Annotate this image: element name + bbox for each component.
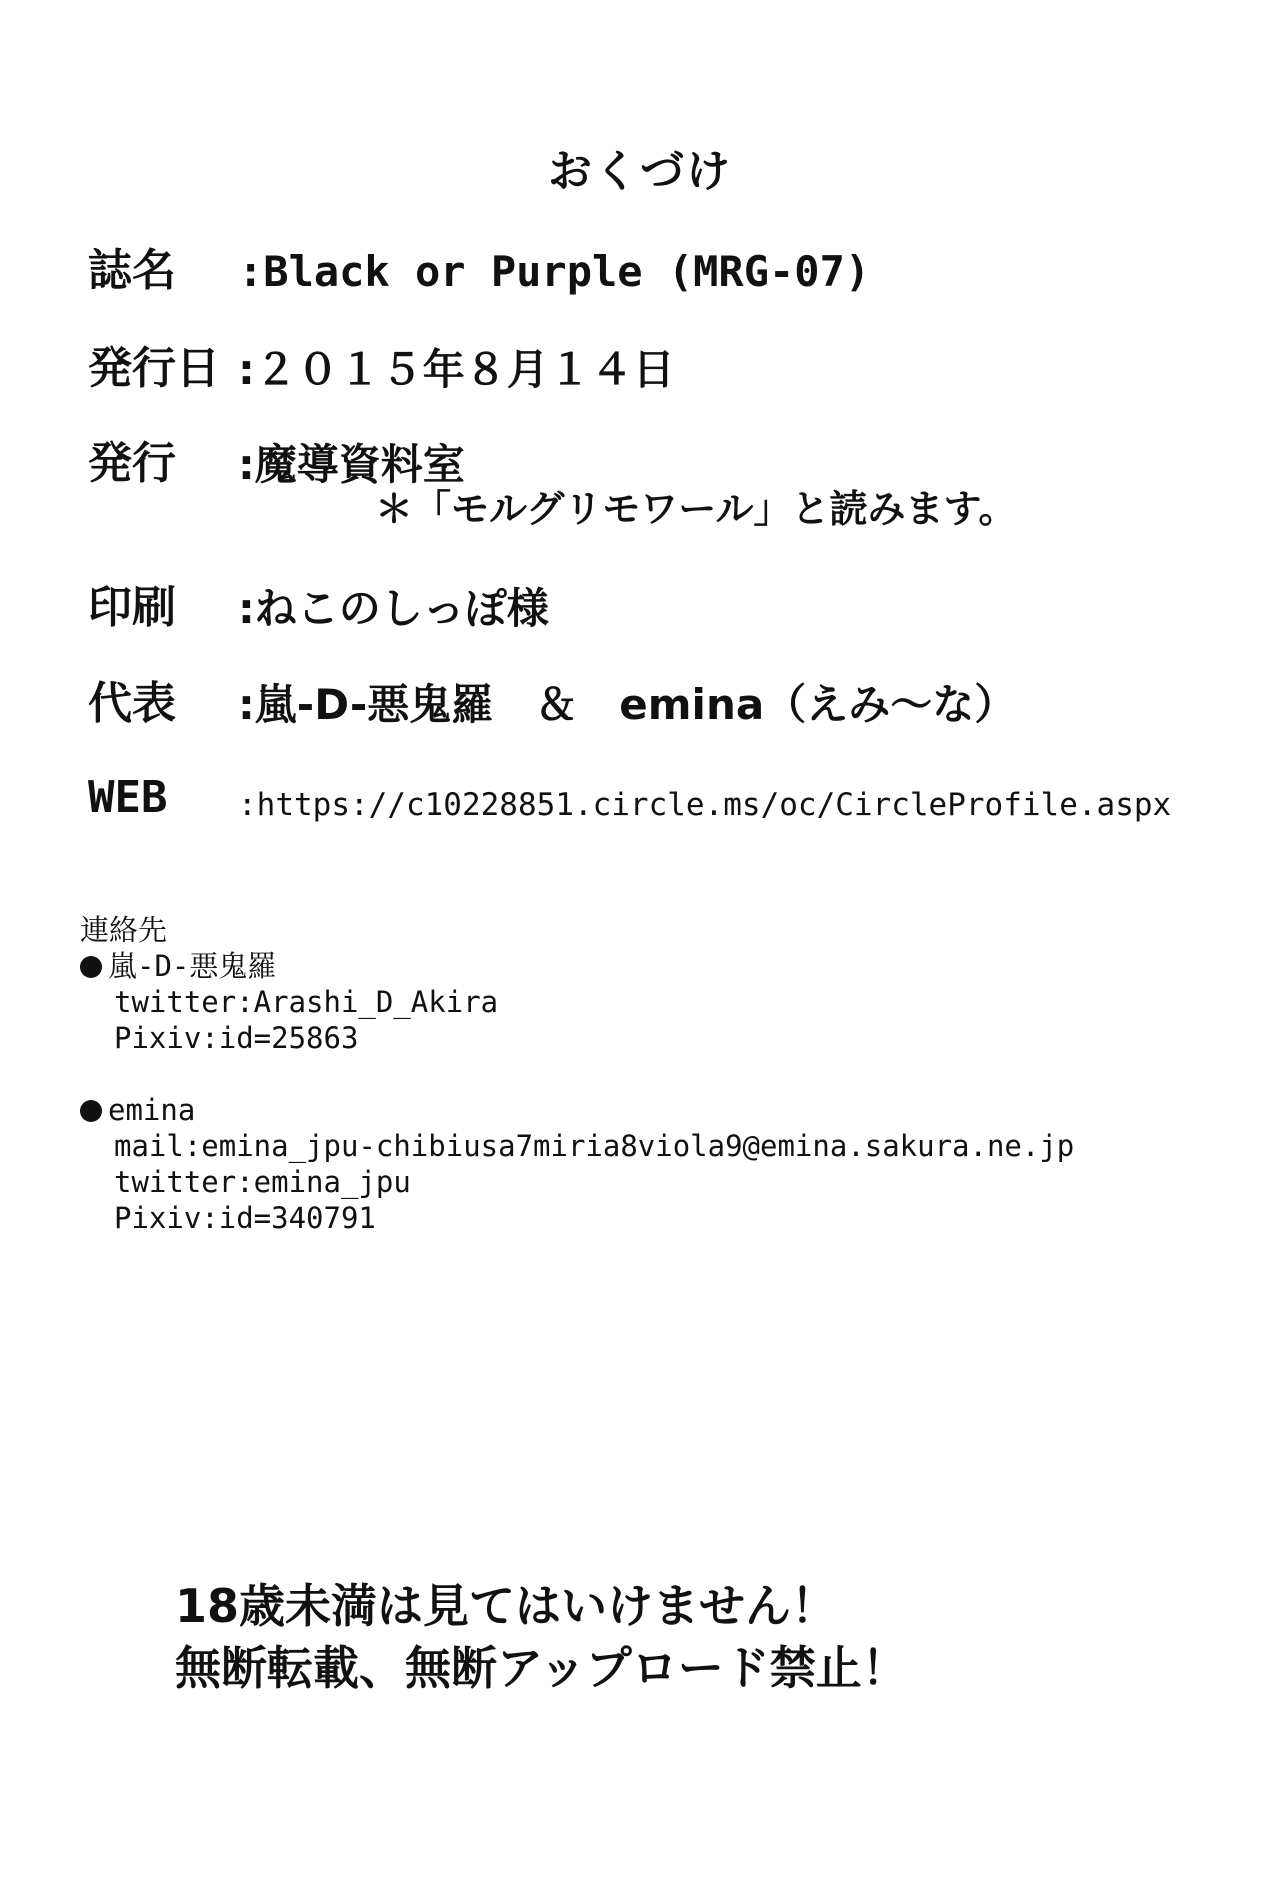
contact-person2-twitter: twitter:emina_jpu — [114, 1165, 411, 1199]
field-magazine-value: :Black or Purple (MRG-07) — [238, 246, 871, 296]
field-printer — [88, 572, 549, 632]
field-publisher-value: :魔導資料室 — [238, 439, 465, 489]
field-printer-label: 印刷 — [88, 581, 176, 633]
warning-block — [175, 1575, 908, 1699]
contact-heading: 連絡先 — [80, 913, 168, 947]
bullet-icon — [80, 1100, 102, 1122]
warning-age: 18歳未満は見てはいけません！ — [175, 1579, 838, 1633]
field-representative — [88, 668, 1016, 728]
contact-person2-name: emina — [108, 1093, 196, 1127]
field-publisher-label: 発行 — [88, 437, 176, 489]
contact-person1-name: 嵐-D-悪鬼羅 — [108, 949, 277, 983]
warning-reprint: 無断転載、無断アップロード禁止！ — [175, 1641, 908, 1695]
contact-section — [80, 912, 1074, 1236]
field-magazine-label: 誌名 — [88, 244, 176, 296]
field-representative-label: 代表 — [88, 677, 176, 729]
field-publisher-note: ＊「モルグリモワール」と読みます。 — [375, 486, 1017, 531]
field-representative-value: :嵐-D-悪鬼羅 ＆ emina（えみ〜な） — [238, 679, 1017, 729]
contact-person2-mail: mail:emina_jpu-chibiusa7miria8viola9@emina.sakura.ne.jp — [114, 1129, 1075, 1163]
field-date-value: :２０１５年８月１４日 — [238, 344, 675, 394]
field-web — [88, 772, 1171, 823]
contact-person1-pixiv: Pixiv:id=25863 — [114, 1021, 359, 1055]
contact-person2-pixiv: Pixiv:id=340791 — [114, 1201, 376, 1235]
page-title: おくづけ — [548, 146, 732, 197]
field-web-label: WEB — [88, 772, 168, 823]
contact-person1-twitter: twitter:Arashi_D_Akira — [114, 985, 499, 1019]
field-printer-value: :ねこのしっぽ様 — [238, 583, 549, 633]
field-web-value: :https://c10228851.circle.ms/oc/CircleProfile.aspx — [238, 787, 1172, 823]
bullet-icon — [80, 956, 102, 978]
field-magazine — [88, 235, 870, 295]
contact-person2 — [80, 1092, 1074, 1128]
contact-person1 — [80, 948, 1074, 984]
field-date-label: 発行日 — [88, 342, 220, 394]
field-date — [88, 333, 675, 393]
